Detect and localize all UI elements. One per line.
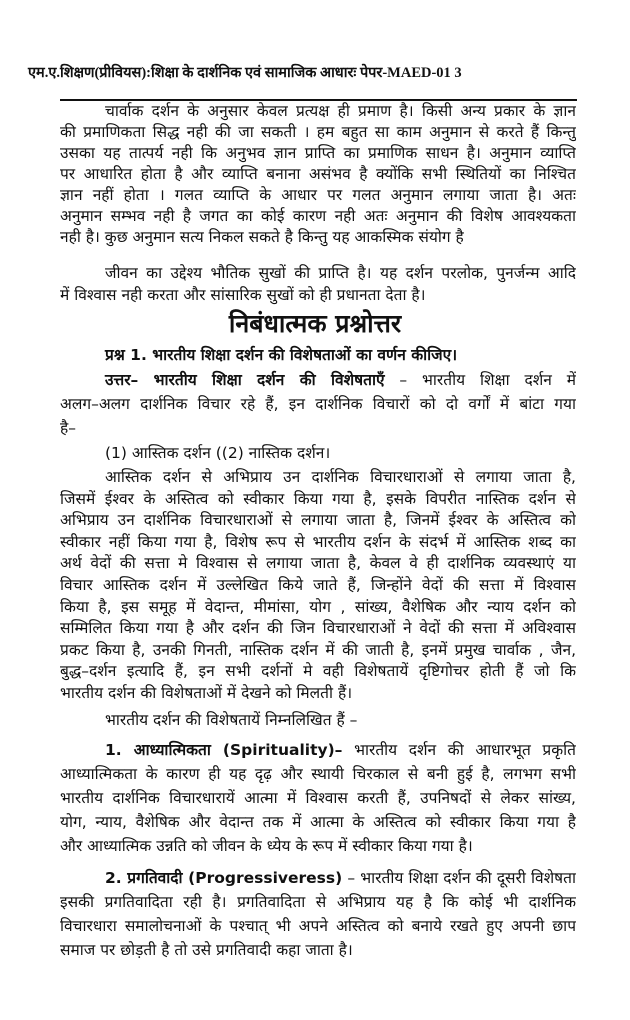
text-line: उसका यह तात्पर्य नही कि अनुभव ज्ञान प्राप्ति का प्रमाणिक साधन है। अनुमान व्याप्ति <box>60 144 576 162</box>
text-line: आस्तिक दर्शन से अभिप्राय उन दार्शनिक विचारधाराओं से लगाया जाता है, <box>105 468 576 486</box>
answer-lead: उत्तर– भारतीय शिक्षा दर्शन की विशेषताएँ <box>105 371 385 389</box>
text-line: जीवन का उद्देश्य भौतिक सुखों की प्राप्ति है। यह दर्शन परलोक, पुनर्जन्म आदि <box>105 264 576 282</box>
text-line: इसकी प्रगतिवादिता रही है। प्रगतिवादिता से अभिप्राय यह है कि कोई भी दार्शनिक <box>60 893 576 911</box>
text-line: अर्थ वेदों की सत्ता मे विश्वास से लगाया जाता है, केवल वे ही दार्शनिक व्यवस्थाएं या <box>60 554 576 573</box>
text-line: पर आधारित होता है और व्याप्ति बनाना असंभव है क्योंकि सभी स्थितियों का निश्चित <box>60 165 576 183</box>
question-text: प्रश्न 1. भारतीय शिक्षा दर्शन की विशेषताओं का वर्णन कीजिए। <box>105 346 458 364</box>
text-line: विचार आस्तिक दर्शन में उल्लेखित किये जाते हैं, जिन्होंने वेदों की सत्ता में विश्वास <box>60 575 576 594</box>
text-line: है– <box>60 419 76 437</box>
text-line: भारतीय दार्शनिक विचारधारायें आत्मा में विश्वास करती हैं, उपनिषदों से लेकर सांख्य, <box>60 789 576 807</box>
answer <box>60 368 576 440</box>
features-intro <box>60 708 576 732</box>
text-line: ज्ञान नहीं होता । गलत व्याप्ति के आधार पर गलत अनुमान लगाया जाता है। अतः <box>60 186 576 204</box>
feature-progressiveness <box>60 866 576 962</box>
text-line: आध्यात्मिकता के कारण ही यह दृढ़ और स्थायी चिरकाल से बनी हुई है, लगभग सभी <box>60 765 576 783</box>
text-line: चार्वाक दर्शन के अनुसार केवल प्रत्यक्ष ही प्रमाण है। किसी अन्य प्रकार के ज्ञान <box>105 102 576 120</box>
text-line: भारतीय दर्शन की विशेषतायें निम्नलिखित हैं – <box>105 711 358 729</box>
feature-title: 1. आध्यात्मिकता (Spirituality)– <box>105 741 343 759</box>
text-line: स्वीकार नहीं किया गया है, विशेष रूप से भारतीय दर्शन के संदर्भ में आस्तिक शब्द का <box>60 532 576 551</box>
text-line <box>60 738 576 762</box>
feature-title: 2. प्रगतिवादी (Progressiveress) <box>105 869 343 887</box>
text-line: (1) आस्तिक दर्शन ((2) नास्तिक दर्शन। <box>105 444 331 462</box>
text-line: योग, न्याय, वैशेषिक और वेदान्त तक में आत्मा के अस्तित्व को स्वीकार किया गया है <box>60 813 576 831</box>
classification <box>60 441 576 465</box>
text-line: किया है, इस समूह में वेदान्त, मीमांसा, योग , सांख्य, वैशेषिक और न्याय दर्शन को <box>60 597 576 616</box>
answer-text: – भारतीय शिक्षा दर्शन में <box>384 371 576 389</box>
paragraph-life-purpose <box>60 262 576 306</box>
text-line: सम्मिलित किया गया है और दर्शन की जिन विचारधाराओं ने वेदों की सत्ता में अविश्वास <box>60 619 576 638</box>
text-line: जिसमें ईश्वर के अस्तित्व को स्वीकार किया गया है, इसके विपरीत नास्तिक दर्शन से <box>60 489 576 508</box>
text-line: समाज पर छोड़ती है तो उसे प्रगतिवादी कहा जाता है। <box>60 941 353 959</box>
text-line: की प्रमाणिकता सिद्ध नही की जा सकती । हम बहुत सा काम अनुमान से करते हैं किन्तु <box>60 123 576 141</box>
text-line: में विश्वास नही करता और सांसारिक सुखों को ही प्रधानता देता है। <box>60 286 426 304</box>
text-line: भारतीय दर्शन की विशेषताओं में देखने को मिलती हैं। <box>60 683 353 702</box>
text-line: अभिप्राय उन दार्शनिक विचारधाराओं से लगाया जाता है, जिनमें ईश्वर के अस्तित्व को <box>60 511 576 530</box>
text-line <box>60 866 576 890</box>
question <box>60 343 576 367</box>
text-line: और आध्यात्मिक उन्नति को जीवन के ध्येय के रूप में स्वीकार किया गया है। <box>60 837 473 855</box>
text-line <box>60 368 576 392</box>
text-line: विचारधारा समालोचनाओं के पश्चात् भी अपने अस्तित्व को बनाये रखते हुए अपनी छाप <box>60 917 576 935</box>
running-header: एम.ए.शिक्षण(प्रीवियस):शिक्षा के दार्शनिक एवं सामाजिक आधारः पेपर-MAED-01 3 <box>28 65 462 81</box>
feature-text: भारतीय दर्शन की आधारभूत प्रकृति <box>342 741 576 759</box>
text-line: नही है। कुछ अनुमान सत्य निकल सकते है किन्तु यह आकस्मिक संयोग है <box>60 228 464 246</box>
feature-text: – भारतीय शिक्षा दर्शन की दूसरी विशेषता <box>342 869 576 887</box>
feature-spirituality <box>60 738 576 858</box>
paragraph-charvak <box>60 101 576 248</box>
text-line: बुद्ध–दर्शन इत्यादि हैं, इन सभी दर्शनों मे वही विशेषतायें दृष्टिगोचर होती हैं जो कि <box>60 662 576 681</box>
text-line: प्रकट किया है, उनकी गिनती, नास्तिक दर्शन में की जाती है, इनमें प्रमुख चार्वाक , जैन, <box>60 640 576 659</box>
text-line: अनुमान सम्भव नही है जगत का कोई कारण नही अतः अनुमान की विशेष आवश्यकता <box>60 207 576 225</box>
paragraph-astik-nastik <box>60 467 576 705</box>
text-line: अलग–अलग दार्शनिक विचार रहे हैं, इन दार्शनिक विचारों को दो वर्गों में बांटा गया <box>60 395 576 413</box>
section-heading: निबंधात्मक प्रश्नोत्तर <box>228 309 402 338</box>
